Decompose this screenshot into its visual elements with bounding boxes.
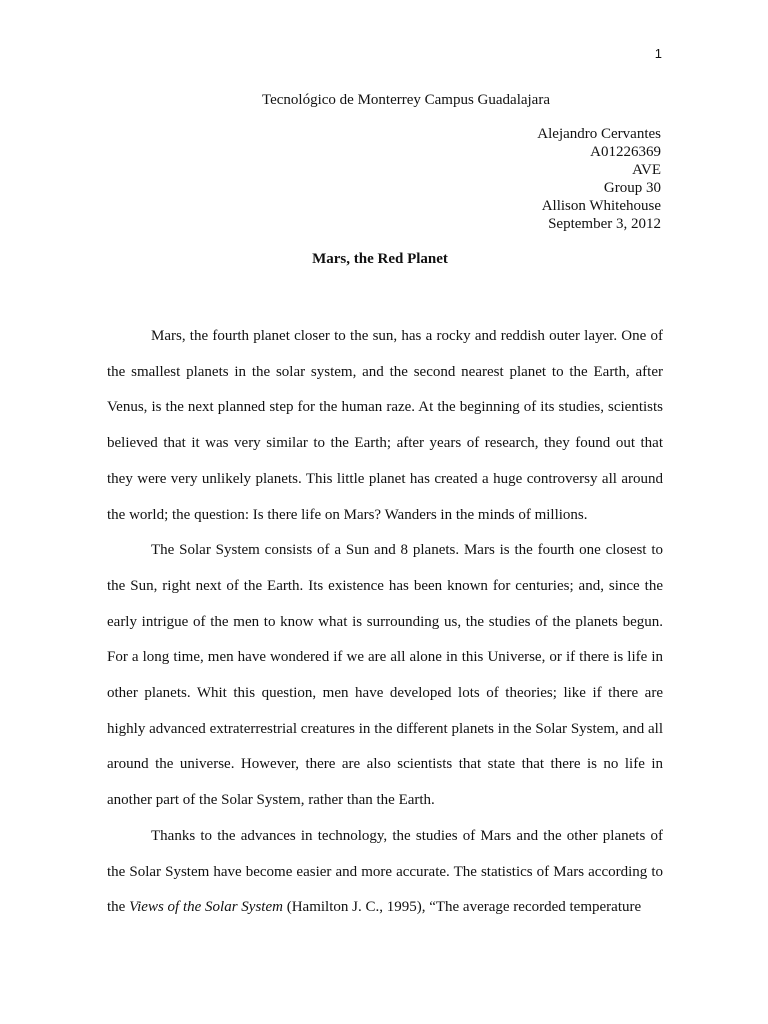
page-number: 1 (654, 46, 662, 61)
author-name: Alejandro Cervantes (537, 126, 661, 142)
paragraph-3 (107, 819, 663, 926)
document-date: September 3, 2012 (548, 216, 661, 232)
instructor-name: Allison Whitehouse (541, 198, 661, 214)
paragraph-3-text-end: (Hamilton J. C., 1995), “The average recorded temperature (282, 899, 642, 916)
group-number: Group 30 (603, 180, 661, 196)
document-body (107, 319, 663, 926)
institution-line: Tecnológico de Monterrey Campus Guadalajara (261, 92, 550, 108)
course-name: AVE (632, 162, 661, 178)
paragraph-2: The Solar System consists of a Sun and 8 planets. Mars is the fourth one closest to the Sun, right next of the Earth. Its existence has been known for centuries; and, since the early intrigue of the men to know what is surrounding us, the studies of the planets begun. For a long time, men have wondered if we are all alone in this Universe, or if there is life in other planets. Whit this question, men have developed lots of theories; like if there are highly advanced extraterrestrial creatures in the different planets in the Solar System, and all around the universe. However, there are also scientists that state that there is no life in another part of the Solar System, rather than the Earth. (107, 542, 663, 809)
document-title: Mars, the Red Planet (312, 251, 448, 267)
author-block (537, 125, 661, 233)
cited-work-title: Views of the Solar System (129, 899, 283, 916)
student-id: A01226369 (590, 144, 661, 160)
paragraph-3-text-start: Thanks to the advances in technology, the studies of Mars and the other planets of the Solar System have become easier and more accurate. The statistics of Mars according to the (107, 827, 663, 916)
paragraph-1: Mars, the fourth planet closer to the sun, has a rocky and reddish outer layer. One of the smallest planets in the solar system, and the second nearest planet to the Earth, after Venus, is the next planned step for the human raze. At the beginning of its studies, scientists believed that it was very similar to the Earth; after years of research, they found out that they were very unlikely planets. This little planet has created a huge controversy all around the world; the question: Is there life on Mars? Wanders in the minds of millions. (107, 328, 663, 523)
